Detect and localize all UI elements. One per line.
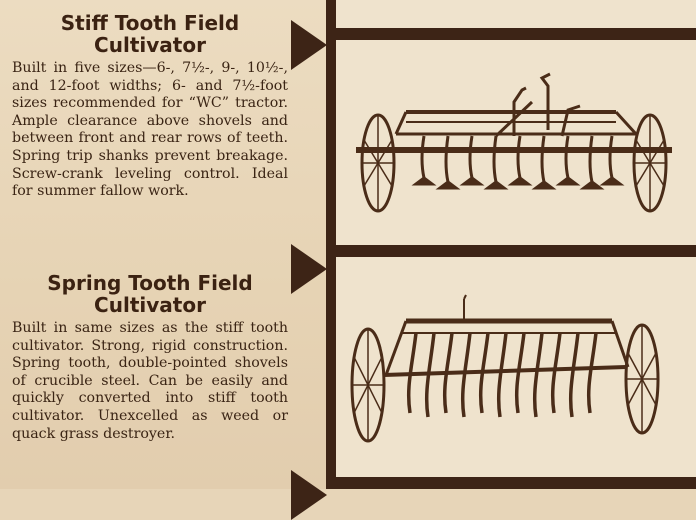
pointer-arrow-icon [291, 470, 327, 520]
spring-tooth-section [12, 272, 288, 443]
spring-tooth-title [12, 272, 288, 316]
stiff-tooth-cultivator-icon [336, 40, 696, 245]
top-band [336, 28, 696, 40]
spring-tooth-description: Built in same sizes as the stiff tooth cultivator. Strong, rigid construction. Spring tooth, double-pointed shovels of crucible steel. Can be easily and quickly converted into stiff tooth cultivator. Unexcelled as weed or quack grass destroyer. [12, 320, 288, 442]
top-panel-strip [336, 0, 696, 28]
stiff-tooth-description: Built in five sizes—6-, 7½-, 9-, 10½-, and 12-foot widths; 6- and 7½-foot sizes recommended for “WC” tractor. Ample clearance above shovels and between front and rear rows of teeth. Spring trip shanks prevent breakage. Screw-crank leveling control. Ideal for summer fallow work. [12, 60, 288, 200]
spring-tooth-title-line1: Spring Tooth Field [47, 271, 253, 295]
pointer-arrow-icon [291, 244, 327, 294]
stiff-tooth-title [12, 12, 288, 56]
vertical-divider [326, 0, 336, 489]
middle-band [336, 245, 696, 257]
stiff-tooth-illustration [336, 40, 696, 245]
spring-tooth-title-line2: Cultivator [94, 293, 206, 317]
stiff-tooth-title-line1: Stiff Tooth Field [60, 11, 240, 35]
stiff-tooth-title-line2: Cultivator [94, 33, 206, 57]
text-column [0, 0, 292, 489]
bottom-band [336, 477, 696, 489]
stiff-tooth-section [12, 12, 288, 201]
spring-tooth-cultivator-icon [336, 257, 696, 477]
spring-tooth-illustration [336, 257, 696, 477]
pointer-arrow-icon [291, 20, 327, 70]
